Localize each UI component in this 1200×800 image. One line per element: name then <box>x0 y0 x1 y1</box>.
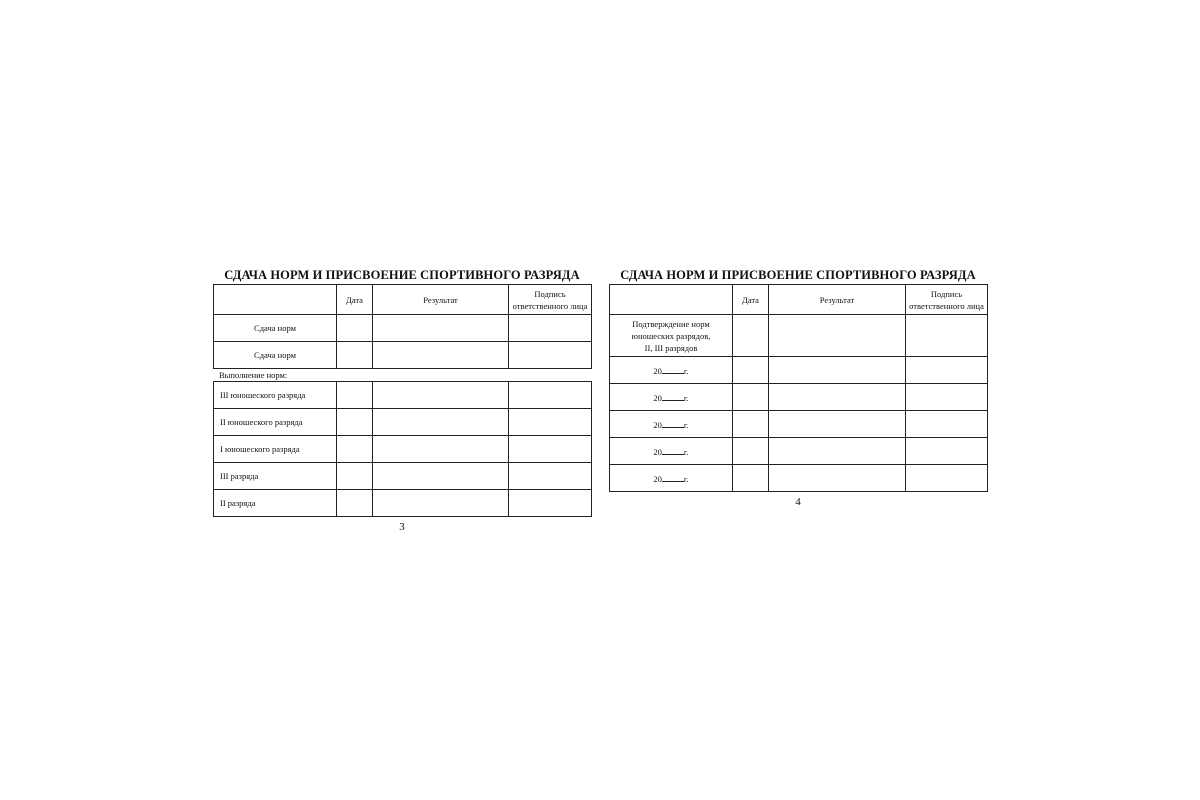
table-row <box>214 490 592 517</box>
confirmation-line1: Подтверждение норм <box>632 318 710 329</box>
year-suffix: г. <box>683 419 689 430</box>
year-blank[interactable] <box>662 364 684 374</box>
header-signature-line2: ответственного лица <box>512 300 588 311</box>
date-cell[interactable] <box>733 315 769 357</box>
confirmation-line2: юношеских разрядов, <box>631 330 711 341</box>
header-empty-cell <box>610 285 733 315</box>
table-row <box>610 411 988 438</box>
confirmation-table <box>609 284 988 492</box>
page-number: 3 <box>399 521 405 533</box>
row-label: II юношеского разряда <box>214 409 337 436</box>
year-prefix: 20 <box>653 446 662 457</box>
header-result: Результат <box>373 285 509 315</box>
header-result: Результат <box>769 285 906 315</box>
table-row <box>610 438 988 465</box>
date-cell[interactable] <box>733 438 769 465</box>
header-date: Дата <box>337 285 373 315</box>
date-cell[interactable] <box>733 357 769 384</box>
norms-fulfillment-table <box>213 381 592 517</box>
row-label: II разряда <box>214 490 337 517</box>
row-label: Сдача норм <box>214 342 337 369</box>
row-label: Сдача норм <box>214 315 337 342</box>
year-label <box>610 357 733 384</box>
signature-cell[interactable] <box>509 463 592 490</box>
table-row <box>214 382 592 409</box>
year-label <box>610 465 733 492</box>
table-row <box>610 315 988 357</box>
date-cell[interactable] <box>337 342 373 369</box>
year-blank[interactable] <box>662 391 684 401</box>
page-title: СДАЧА НОРМ И ПРИСВОЕНИЕ СПОРТИВНОГО РАЗРЯДА <box>224 268 580 282</box>
signature-cell[interactable] <box>509 409 592 436</box>
table-row <box>610 465 988 492</box>
date-cell[interactable] <box>337 436 373 463</box>
signature-cell[interactable] <box>906 438 988 465</box>
result-cell[interactable] <box>373 342 509 369</box>
row-label: I юношеского разряда <box>214 436 337 463</box>
norms-table <box>213 284 592 369</box>
signature-cell[interactable] <box>509 490 592 517</box>
signature-cell[interactable] <box>509 382 592 409</box>
table-row <box>610 357 988 384</box>
year-prefix: 20 <box>653 365 662 376</box>
table-header-row <box>610 285 988 315</box>
result-cell[interactable] <box>769 438 906 465</box>
header-signature-line1: Подпись <box>930 288 963 299</box>
result-cell[interactable] <box>373 382 509 409</box>
year-label <box>610 438 733 465</box>
signature-cell[interactable] <box>906 384 988 411</box>
result-cell[interactable] <box>769 357 906 384</box>
signature-cell[interactable] <box>509 315 592 342</box>
signature-cell[interactable] <box>906 465 988 492</box>
signature-cell[interactable] <box>509 342 592 369</box>
header-signature-line1: Подпись <box>534 288 566 299</box>
result-cell[interactable] <box>373 436 509 463</box>
result-cell[interactable] <box>769 315 906 357</box>
table-row <box>214 409 592 436</box>
table-row <box>610 384 988 411</box>
row-label: III юношеского разряда <box>214 382 337 409</box>
year-prefix: 20 <box>653 419 662 430</box>
year-suffix: г. <box>683 446 689 457</box>
page-3 <box>213 266 591 533</box>
year-blank[interactable] <box>662 418 684 428</box>
year-prefix: 20 <box>653 473 662 484</box>
page-title: СДАЧА НОРМ И ПРИСВОЕНИЕ СПОРТИВНОГО РАЗРЯДА <box>620 268 976 282</box>
header-signature <box>509 285 592 315</box>
year-blank[interactable] <box>662 445 684 455</box>
date-cell[interactable] <box>337 409 373 436</box>
date-cell[interactable] <box>337 382 373 409</box>
date-cell[interactable] <box>337 463 373 490</box>
year-label <box>610 384 733 411</box>
page-4 <box>609 266 987 508</box>
table-row <box>214 315 592 342</box>
page-number: 4 <box>795 496 801 508</box>
signature-cell[interactable] <box>906 411 988 438</box>
date-cell[interactable] <box>337 315 373 342</box>
year-suffix: г. <box>683 365 689 376</box>
result-cell[interactable] <box>769 411 906 438</box>
result-cell[interactable] <box>769 384 906 411</box>
year-suffix: г. <box>683 392 689 403</box>
header-signature <box>906 285 988 315</box>
result-cell[interactable] <box>373 409 509 436</box>
signature-cell[interactable] <box>509 436 592 463</box>
signature-cell[interactable] <box>906 315 988 357</box>
section-label: Выполнение норм: <box>219 370 288 380</box>
year-label <box>610 411 733 438</box>
date-cell[interactable] <box>337 490 373 517</box>
header-date: Дата <box>733 285 769 315</box>
header-signature-line2: ответственного лица <box>909 300 984 311</box>
year-prefix: 20 <box>653 392 662 403</box>
signature-cell[interactable] <box>906 357 988 384</box>
result-cell[interactable] <box>373 463 509 490</box>
result-cell[interactable] <box>373 315 509 342</box>
result-cell[interactable] <box>769 465 906 492</box>
header-empty-cell <box>214 285 337 315</box>
confirmation-label <box>610 315 733 357</box>
date-cell[interactable] <box>733 384 769 411</box>
table-row <box>214 342 592 369</box>
year-suffix: г. <box>683 473 689 484</box>
table-header-row <box>214 285 592 315</box>
table-row <box>214 436 592 463</box>
date-cell[interactable] <box>733 465 769 492</box>
date-cell[interactable] <box>733 411 769 438</box>
table-row <box>214 463 592 490</box>
row-label: III разряда <box>214 463 337 490</box>
year-blank[interactable] <box>662 472 684 482</box>
confirmation-line3: II, III разрядов <box>644 342 698 353</box>
result-cell[interactable] <box>373 490 509 517</box>
